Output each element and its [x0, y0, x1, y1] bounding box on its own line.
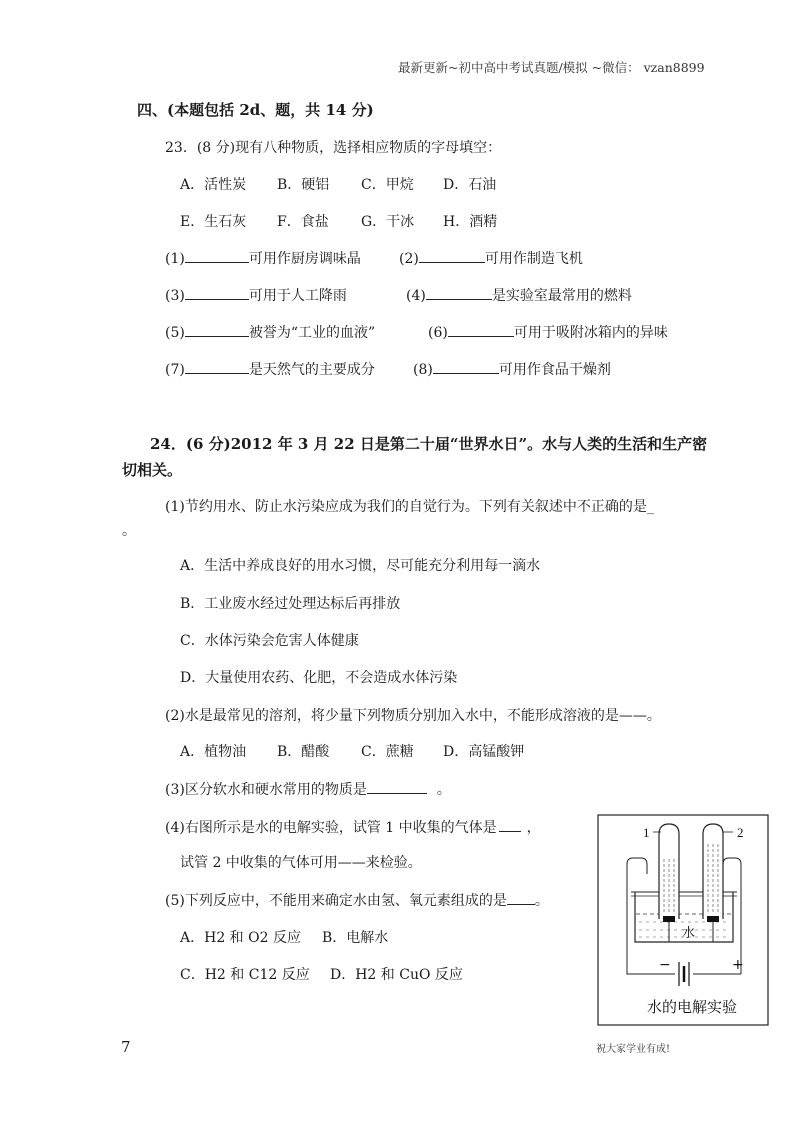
q24-stem-line2: 切相关。	[122, 461, 183, 479]
q23-option-d: D．石油	[443, 177, 497, 193]
q24-p2-option-d: D．高锰酸钾	[443, 744, 525, 760]
page-header: 最新更新~初中高中考试真题/模拟 ~微信： vzan8899	[398, 60, 705, 75]
q24-p5-option-a: A．H2 和 O2 反应	[180, 930, 301, 946]
item-text: 是天然气的主要成分	[248, 362, 375, 378]
item-number: (8)	[413, 362, 433, 378]
q24-p1-option-a: A．生活中养成良好的用水习惯，尽可能充分利用每一滴水	[180, 558, 541, 574]
q23-option-a: A．活性炭	[180, 177, 247, 193]
q24-p5-option-c: C．H2 和 C12 反应	[180, 967, 310, 983]
q23-item-3	[165, 285, 347, 305]
tube-label-1: 1	[643, 825, 650, 840]
q24-p3	[165, 779, 451, 799]
footer-text: 祝大家学业有成!	[596, 1044, 671, 1055]
answer-blank[interactable]	[433, 359, 499, 374]
answer-blank[interactable]	[185, 359, 249, 374]
tube-label-2: 2	[737, 825, 744, 840]
figure-caption: 水的电解实验	[647, 998, 738, 1016]
q23-item-8	[413, 359, 611, 379]
q24-p2-option-c: C．蔗糖	[361, 744, 414, 760]
item-number: (6)	[428, 325, 448, 341]
answer-blank[interactable]	[185, 285, 249, 300]
q24-p5	[165, 890, 549, 910]
answer-blank[interactable]	[507, 890, 535, 905]
q24-p1-option-b: B．工业废水经过处理达标后再排放	[180, 596, 401, 612]
plus-sign: +	[732, 957, 744, 973]
item-text: 可用于吸附冰箱内的异味	[513, 325, 668, 341]
figure-frame	[598, 815, 768, 1025]
item-text: 是实验室最常用的燃料	[491, 288, 632, 304]
item-number: (1)	[165, 251, 185, 267]
item-text: 被誉为“工业的血液”	[248, 325, 376, 341]
page-number: 7	[121, 1038, 131, 1056]
p5-end: 。	[534, 893, 549, 909]
q24-p1-line1: (1)节约用水、防止水污染应成为我们的自觉行为。下列有关叙述中不正确的是_	[165, 499, 654, 515]
q24-p1-option-d: D．大量使用农药、化肥，不会造成水体污染	[180, 670, 458, 686]
item-text: 可用作制造飞机	[484, 251, 583, 267]
q23-option-c: C．甲烷	[361, 177, 414, 193]
q23-item-5	[165, 322, 375, 342]
q24-p1-line2: 。	[122, 523, 136, 539]
electrode-2	[707, 916, 719, 922]
item-number: (5)	[165, 325, 185, 341]
q23-item-1	[165, 248, 361, 268]
q23-option-g: G．干冰	[361, 214, 415, 230]
answer-blank[interactable]	[367, 779, 427, 794]
item-number: (3)	[165, 288, 185, 304]
q24-p2-option-b: B．醋酸	[277, 744, 330, 760]
electrolysis-figure	[597, 814, 769, 1026]
answer-blank[interactable]	[185, 248, 249, 263]
electrolysis-diagram	[597, 814, 769, 1026]
item-text: 可用于人工降雨	[248, 288, 347, 304]
item-text: 可用作厨房调味晶	[248, 251, 361, 267]
q23-item-7	[165, 359, 375, 379]
q24-p5-option-d: D．H2 和 CuO 反应	[330, 967, 463, 983]
q24-p4-line1	[165, 817, 541, 837]
q23-option-f: F．食盐	[277, 214, 329, 230]
minus-sign: −	[659, 957, 671, 973]
p3-end: 。	[436, 782, 451, 798]
q24-stem-line1: 24．(6 分)2012 年 3 月 22 日是第二十届“世界水日”。水与人类的生活和生产密	[150, 435, 708, 453]
p3-text: (3)区分软水和硬水常用的物质是	[165, 782, 367, 798]
q24-p2: (2)水是最常见的溶剂，将少量下列物质分别加入水中，不能形成溶液的是——。	[165, 708, 661, 724]
item-number: (4)	[406, 288, 426, 304]
answer-blank[interactable]	[419, 248, 485, 263]
item-text: 可用作食品干燥剂	[498, 362, 611, 378]
answer-blank[interactable]	[426, 285, 492, 300]
item-number: (7)	[165, 362, 185, 378]
q23-option-h: H．酒精	[443, 214, 498, 230]
answer-blank[interactable]	[499, 817, 521, 832]
p4-text: (4)右图所示是水的电解实验，试管 1 中收集的气体是	[165, 820, 497, 836]
q23-item-2	[399, 248, 583, 268]
q23-item-6	[428, 322, 668, 342]
item-number: (2)	[399, 251, 419, 267]
q23-item-4	[406, 285, 632, 305]
p4-comma: ，	[526, 820, 541, 836]
section-title: 四、(本题包括 2d、题，共 14 分)	[137, 101, 374, 119]
answer-blank[interactable]	[185, 322, 249, 337]
q24-p4-line2: 试管 2 中收集的气体可用——来检验。	[180, 855, 422, 871]
q23-stem: 23．(8 分)现有八种物质，选择相应物质的字母填空：	[165, 140, 502, 156]
q23-option-b: B．硬铝	[277, 177, 330, 193]
q24-p5-option-b: B．电解水	[322, 930, 389, 946]
q23-option-e: E．生石灰	[180, 214, 247, 230]
q24-p1-option-c: C．水体污染会危害人体健康	[180, 633, 359, 649]
water-label: 水	[682, 926, 696, 941]
wire-left-top	[627, 858, 647, 874]
q24-p2-option-a: A．植物油	[180, 744, 247, 760]
p5-text: (5)下列反应中，不能用来确定水由氢、氧元素组成的是	[165, 893, 507, 909]
answer-blank[interactable]	[448, 322, 514, 337]
electrode-1	[663, 916, 675, 922]
